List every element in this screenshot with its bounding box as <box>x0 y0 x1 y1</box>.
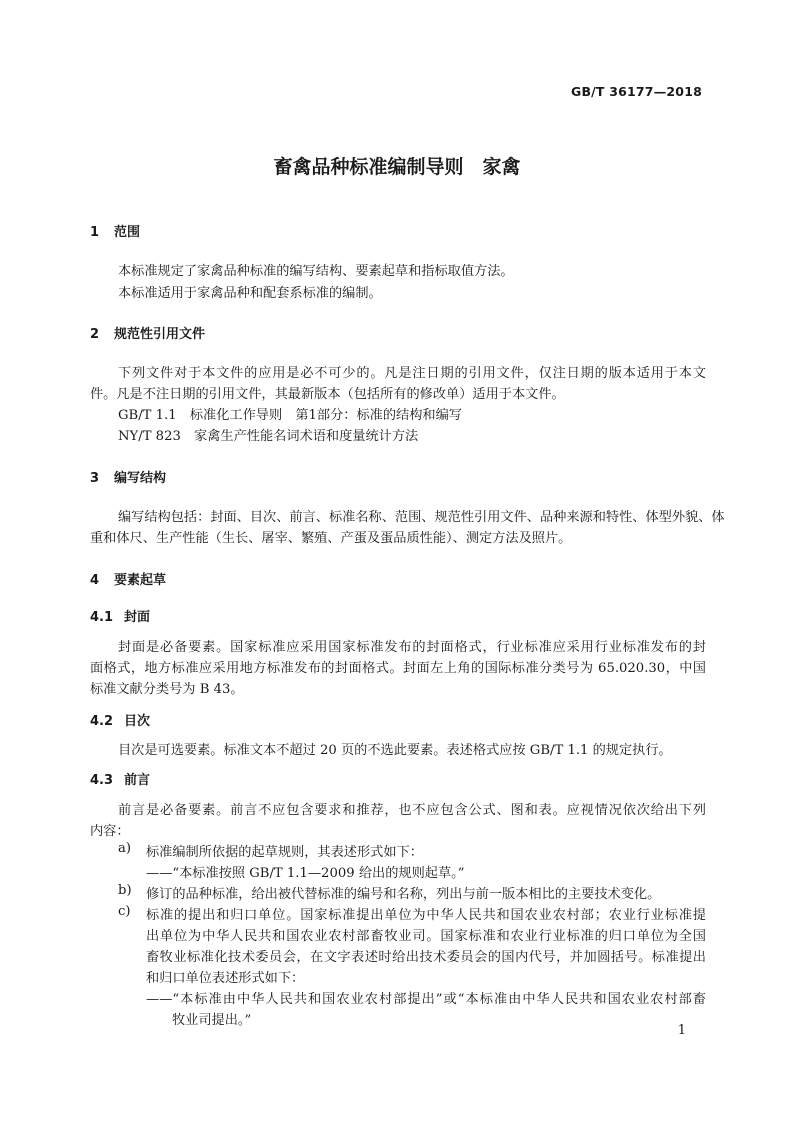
standard-code: GB/T 36177—2018 <box>570 84 702 99</box>
subsection-4-3-heading <box>90 769 150 788</box>
list-marker: c) <box>118 904 131 919</box>
list-item-text: 标准编制所依据的起草规则，其表述形式如下： <box>146 845 423 860</box>
paragraph-line: 件。凡是不注日期的引用文件，其最新版本（包括所有的修改单）适用于本文件。 <box>90 387 565 402</box>
document-title: 畜禽品种标准编制导则 家禽 <box>273 156 521 178</box>
section-number: 4.1 <box>90 610 114 625</box>
paragraph-line: 目次是可选要素。标准文本不超过 20 页的不选此要素。表述格式应按 GB/T 1.1 的规定执行。 <box>118 743 672 758</box>
section-number: 4.2 <box>90 714 114 729</box>
paragraph-line: 标准文献分类号为 B 43。 <box>90 682 244 697</box>
section-title: 规范性引用文件 <box>114 327 206 342</box>
section-number: 3 <box>90 471 100 486</box>
section-4-heading <box>90 569 166 588</box>
section-number: 4 <box>90 573 100 588</box>
paragraph: 本标准适用于家禽品种和配套系标准的编制。 <box>118 286 382 301</box>
list-item-text: 标准的提出和归口单位。国家标准提出单位为中华人民共和国农业农村部；农业行业标准提 <box>146 908 706 923</box>
paragraph-line: 编写结构包括：封面、目次、前言、标准名称、范围、规范性引用文件、品种来源和特性、体型外貌、体 <box>118 510 725 525</box>
section-title: 要素起草 <box>114 573 167 588</box>
list-item-text: 畜牧业标准化技术委员会，在文字表述时给出技术委员会的国内代号，并加圆括号。标准提出 <box>146 950 706 965</box>
section-number: 4.3 <box>90 773 114 788</box>
paragraph-line: 内容： <box>90 824 130 839</box>
section-2-heading <box>90 323 205 342</box>
normative-reference: GB/T 1.1 标准化工作导则 第1部分：标准的结构和编写 <box>118 408 462 423</box>
list-item-dash: 牧业司提出。” <box>172 1013 252 1028</box>
paragraph-line: 重和体尺、生产性能（生长、屠宰、繁殖、产蛋及蛋品质性能）、测定方法及照片。 <box>90 531 572 546</box>
section-title: 目次 <box>124 714 151 729</box>
paragraph-line: 面格式，地方标准应采用地方标准发布的封面格式。封面左上角的国际标准分类号为 65.020.30，中国 <box>90 661 706 676</box>
section-title: 封面 <box>124 610 151 625</box>
subsection-4-1-heading <box>90 606 150 625</box>
list-item-dash: ——“本标准按照 GB/T 1.1—2009 给出的规则起草。” <box>146 866 465 881</box>
list-item-dash: ——“本标准由中华人民共和国农业农村部提出”或“本标准由中华人民共和国农业农村部畜 <box>146 992 706 1007</box>
page-number: 1 <box>677 1023 686 1038</box>
list-item-text: 修订的品种标准，给出被代替标准的编号和名称，列出与前一版本相比的主要技术变化。 <box>146 887 661 902</box>
section-number: 2 <box>90 327 100 342</box>
section-number: 1 <box>90 225 100 240</box>
paragraph-line: 前言是必备要素。前言不应包含要求和推荐，也不应包含公式、图和表。应视情况依次给出下列 <box>118 803 706 818</box>
paragraph-line: 封面是必备要素。国家标准应采用国家标准发布的封面格式，行业标准应采用行业标准发布的封 <box>118 640 706 655</box>
list-marker: b) <box>118 883 132 898</box>
normative-reference: NY/T 823 家禽生产性能名词术语和度量统计方法 <box>118 429 419 444</box>
section-3-heading <box>90 467 166 486</box>
paragraph: 本标准规定了家禽品种标准的编写结构、要素起草和指标取值方法。 <box>118 264 514 279</box>
section-title: 前言 <box>124 773 151 788</box>
section-title: 范围 <box>114 225 141 240</box>
section-1-heading <box>90 221 140 240</box>
paragraph-line: 下列文件对于本文件的应用是必不可少的。凡是注日期的引用文件，仅注日期的版本适用于本文 <box>118 366 706 381</box>
subsection-4-2-heading <box>90 710 150 729</box>
list-marker: a) <box>118 841 132 856</box>
list-item-text: 出单位为中华人民共和国农业农村部畜牧业司。国家标准和农业行业标准的归口单位为全国 <box>146 929 706 944</box>
section-title: 编写结构 <box>114 471 167 486</box>
list-item-text: 和归口单位表述形式如下： <box>146 971 305 986</box>
